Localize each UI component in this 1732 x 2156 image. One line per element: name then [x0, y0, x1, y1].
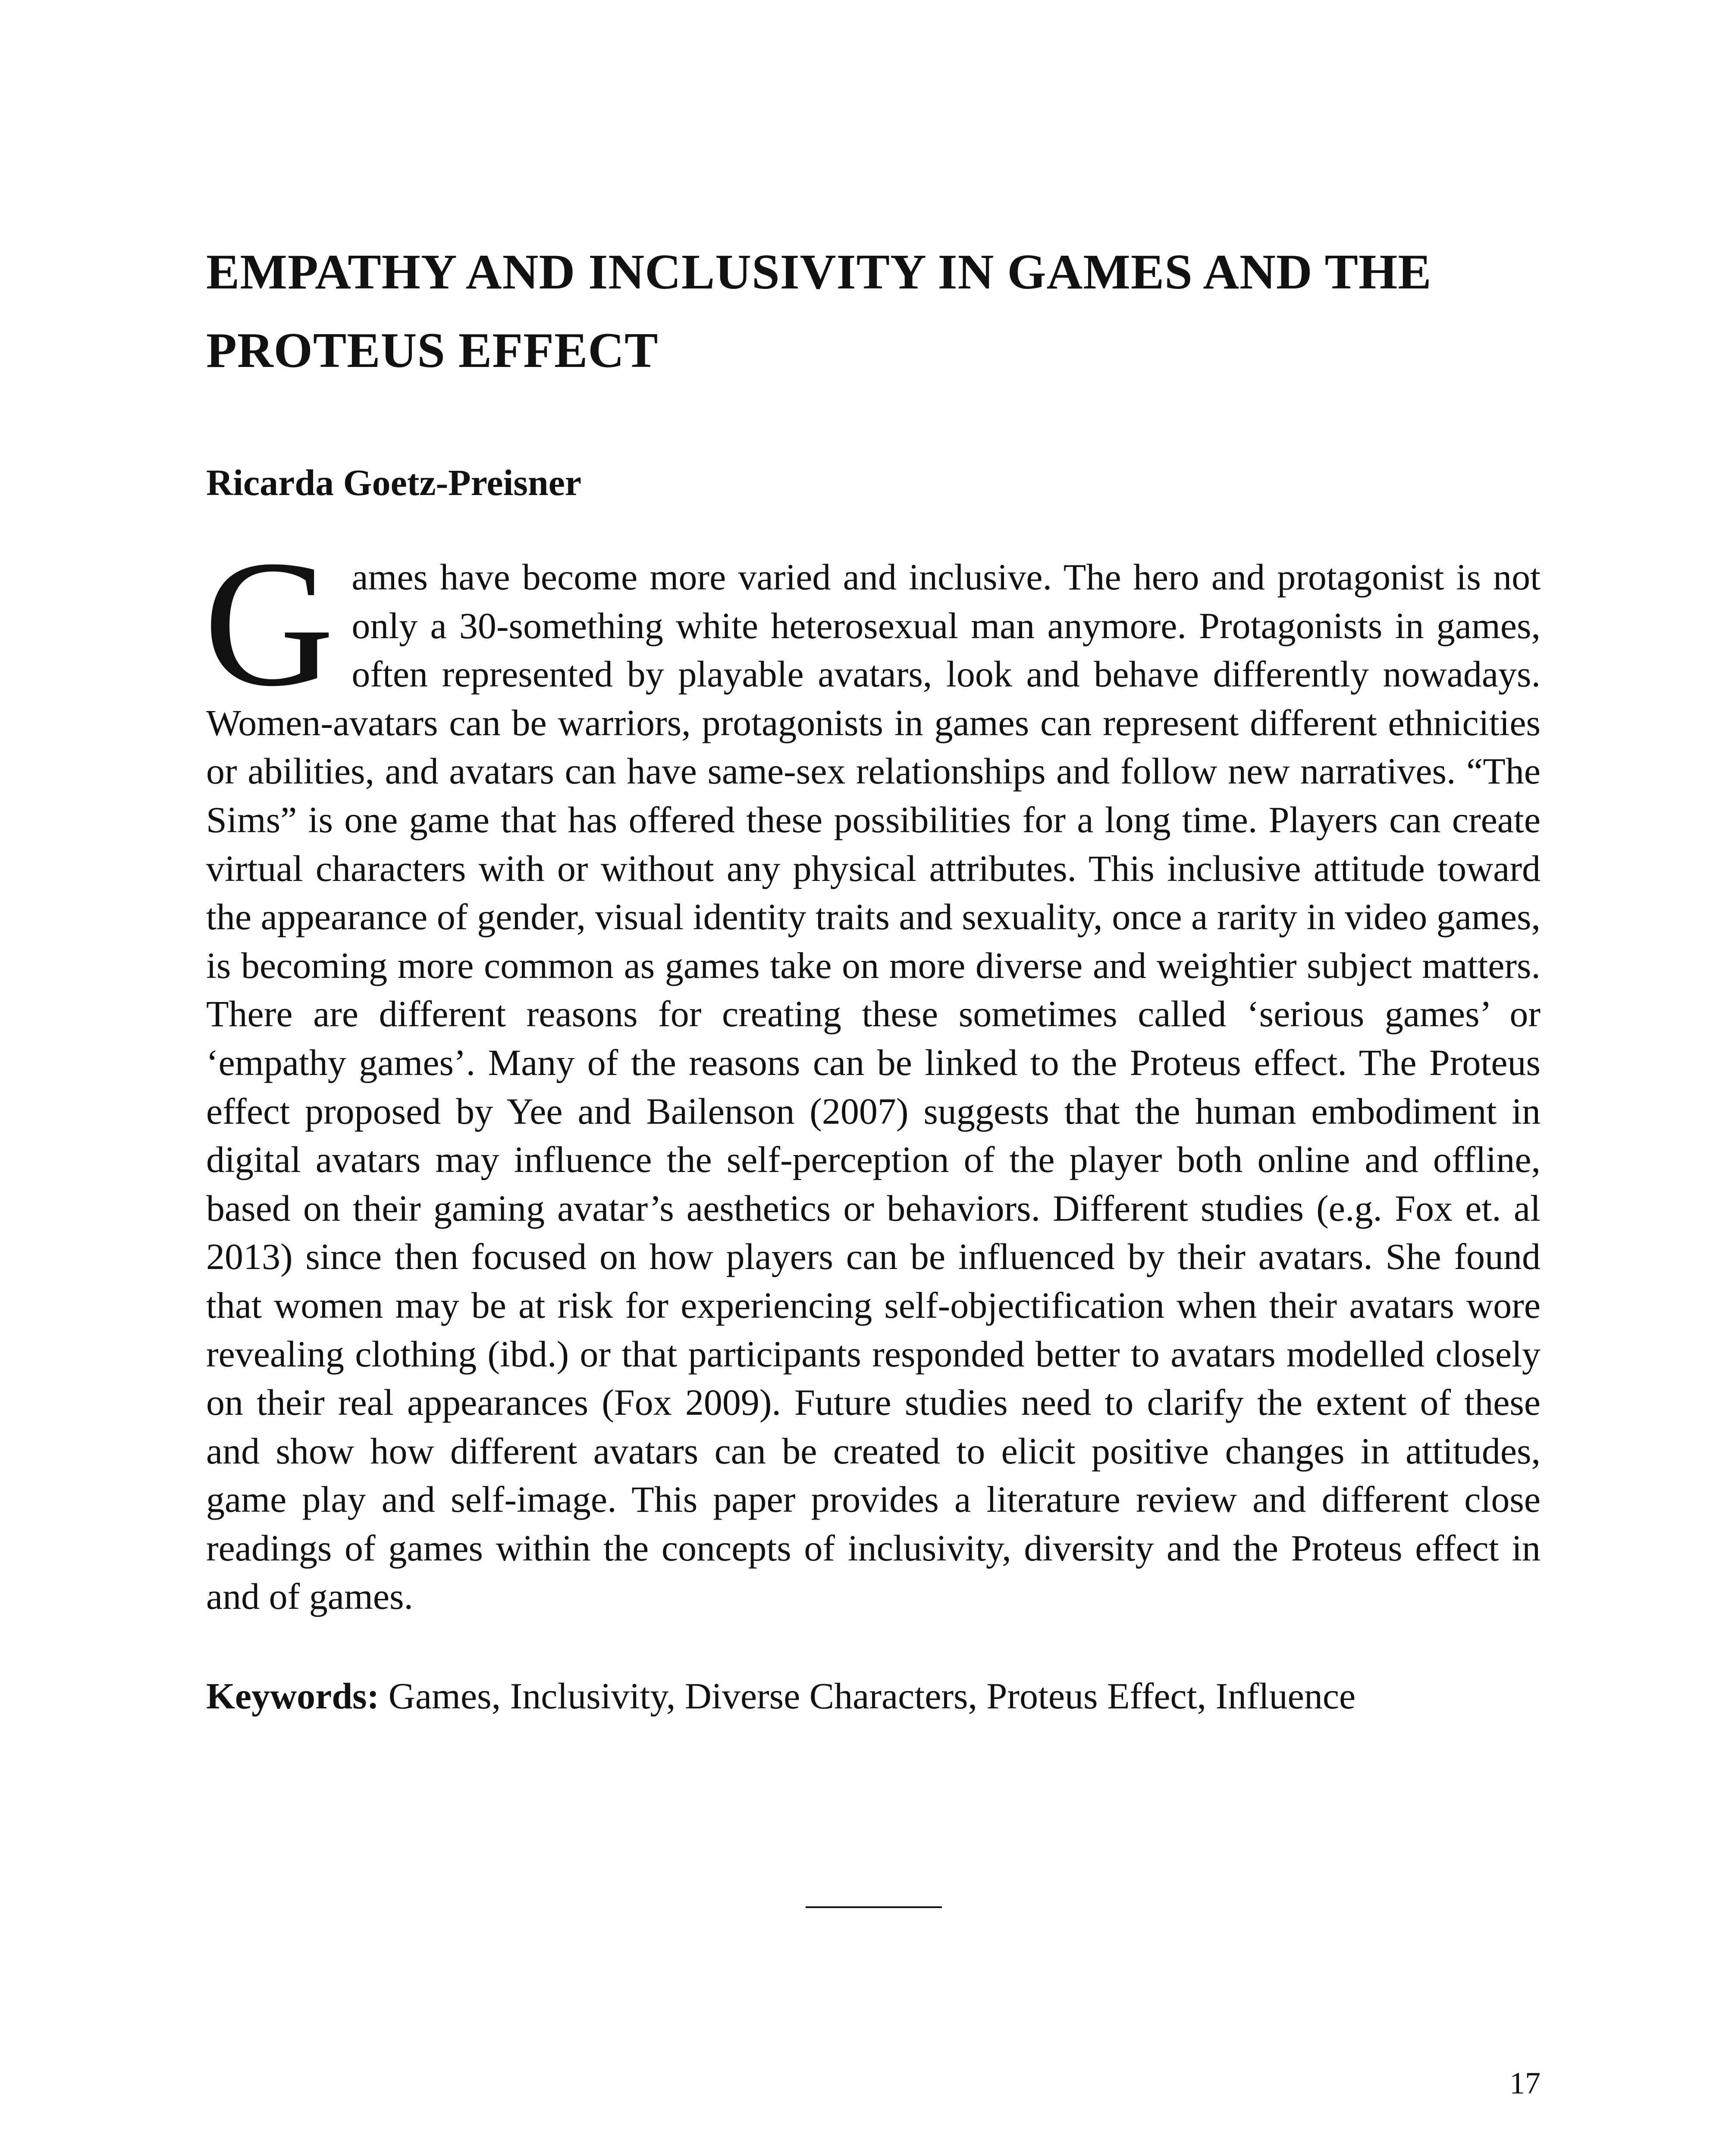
- section-divider: [806, 1906, 942, 1908]
- drop-cap: G: [204, 523, 335, 724]
- author-name: Ricarda Goetz-Preisner: [206, 462, 582, 503]
- article-title-line-1: EMPATHY AND INCLUSIVITY IN GAMES AND THE: [206, 244, 1432, 300]
- article-title-line-2: PROTEUS EFFECT: [206, 323, 659, 378]
- keywords-line: [206, 1672, 1541, 1720]
- page-number: 17: [1509, 2066, 1541, 2100]
- keywords-label: Keywords:: [206, 1675, 380, 1717]
- abstract-paragraph: [204, 523, 1541, 1621]
- abstract-text: ames have become more varied and inclusive. The hero and protagonist is not only a 30-something white heterosexual man anymore. Protagonists in games, often represented by playable avatars, look and behave differently nowadays. Women-avatars can be warriors, protagonists in games can represent different ethnicities or abilities, and avatars can have same-sex relationships and follow new narratives. “The Sims” is one game that has offered these possibilities for a long time. Players can create virtual characters with or without any physical attributes. This inclusive attitude toward the appearance of gender, visual identity traits and sexuality, once a rarity in video games, is becoming more common as games take on more diverse and weightier subject matters. There are different reasons for creating these sometimes called ‘serious games’ or ‘empathy games’. Many of the reasons can be linked to the Proteus effect. The Proteus effect proposed by Yee and Bailenson (2007) suggests that the human embodiment in digital avatars may influence the self-perception of the player both online and offline, based on their gaming avatar’s aesthetics or behaviors. Different studies (e.g. Fox et. al 2013) since then focused on how players can be influenced by their avatars. She found that women may be at risk for experiencing self-objectification when their avatars wore revealing clothing (ibd.) or that participants responded better to avatars modelled closely on their real appearances (Fox 2009). Future studies need to clarify the extent of these and show how different avatars can be created to elicit positive changes in attitudes, game play and self-image. This paper provides a literature review and different close readings of games within the concepts of inclusivity, diversity and the Proteus effect in and of games.: [206, 556, 1541, 1617]
- keywords-list: Games, Inclusivity, Diverse Characters, Proteus Effect, Influence: [379, 1675, 1356, 1717]
- article-title: [206, 233, 1541, 390]
- article-content: [206, 233, 1541, 1720]
